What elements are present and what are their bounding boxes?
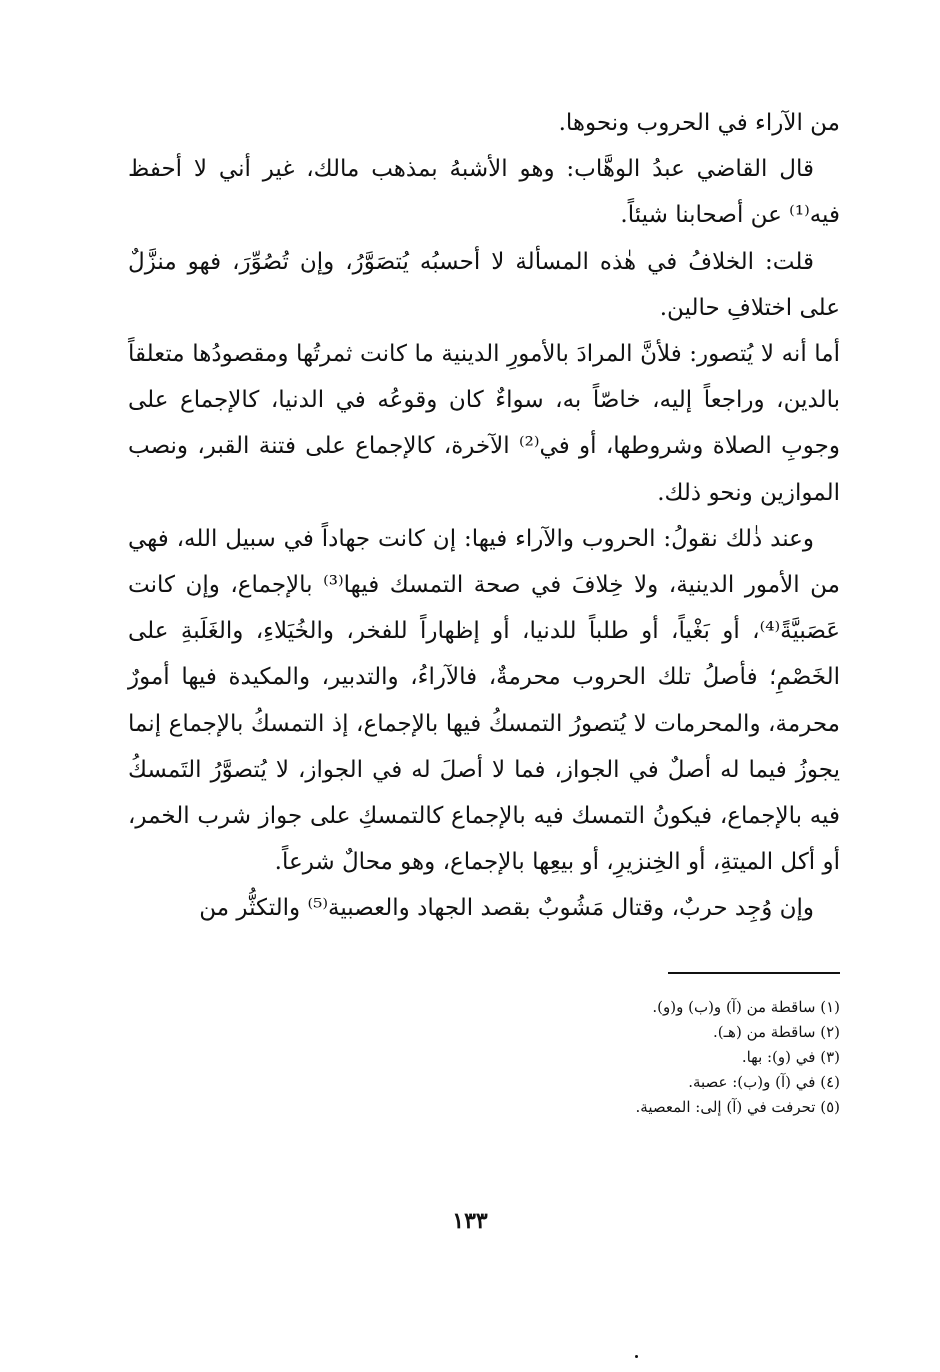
footnote-5: (٥) تحرفت في (آ) إلى: المعصية. (635, 1098, 840, 1116)
paragraph-mixed-war: وإن وُجِد حربٌ، وقتال مَشُوبٌ بقصد الجهاد والعصبية⁽⁵⁾ والتكثُّر من (199, 895, 814, 922)
paragraph-wars-and-opinions: وعند ذٰلك نقولُ: الحروب والآراء فيها: إن كانت جهاداً في سبيل الله، فهي من الأمور الدينية، ولا خِلافَ في صحة التمسك فيها⁽³⁾ بالإجماع، وإن كانت عَصَبيَّةً⁽⁴⁾، أو بَغْياً، أو طلباً للدنيا، أو إظهاراً للفخر، والخُيَلاءِ، والغَلَبةِ على الخَصْمِ؛ فأصلُ تلك الحروب محرمةٌ، فالآراءُ، والتدبير، والمكيدة فيها أمورٌ محرمة، والمحرمات لا يُتصورُ التمسكُ فيها بالإجماع، إذ التمسكُ بالإجماع إنما يجوزُ فيما له أصلٌ في الجواز، فما لا أصلَ له في الجواز، لا يُتصوَّرُ التَمسكُ فيه بالإجماع، فيكونُ التمسك فيه بالإجماع كالتمسكِ على جواز شرب الخمر، أو أكل الميتةِ، أو الخِنزيرِ، أو بيعِها بالإجماع، وهو محالٌ شرعاً. (128, 525, 840, 876)
footnote-2: (٢) ساقطة من (هـ). (713, 1023, 840, 1041)
scan-speck (635, 1355, 638, 1358)
footnotes (340, 995, 840, 1120)
footnote-3: (٣) في (و): بها. (741, 1048, 840, 1066)
footnote-4: (٤) في (آ) و(ب): عصبة. (688, 1073, 840, 1091)
paragraph-continuation: من الآراء في الحروب ونحوها. (558, 110, 840, 136)
paragraph-qadi-abd-al-wahhab: قال القاضي عبدُ الوهَّاب: وهو الأشبهُ بمذهب مالك، غير أني لا أحفظ فيه⁽¹⁾ عن أصحابنا شيئاً. (128, 156, 840, 229)
paragraph-qultu: قلت: الخلافُ في هٰذه المسألة لا أحسبُه يُتصَوَّرُ، وإن تُصُوِّرَ، فهو منزَّلٌ على اختلافِ حالين. (128, 248, 840, 321)
footnote-divider (668, 972, 840, 974)
footnote-1: (١) ساقطة من (آ) و(ب) و(و). (652, 998, 840, 1016)
paragraph-not-conceivable: أما أنه لا يُتصور: فلأنَّ المرادَ بالأمورِ الدينية ما كانت ثمرتُها ومقصودُها متعلقاً بالدين، وراجعاً إليه، خاصّاً به، سواءٌ كان وقوعُه في الدنيا، كالإجماع على وجوبِ الصلاة وشروطها، أو في⁽²⁾ الآخرة، كالإجماع على فتنة القبر، ونصب الموازين ونحو ذلك. (128, 341, 840, 506)
page-number: ١٣٣ (452, 1208, 488, 1234)
main-text (128, 100, 840, 932)
